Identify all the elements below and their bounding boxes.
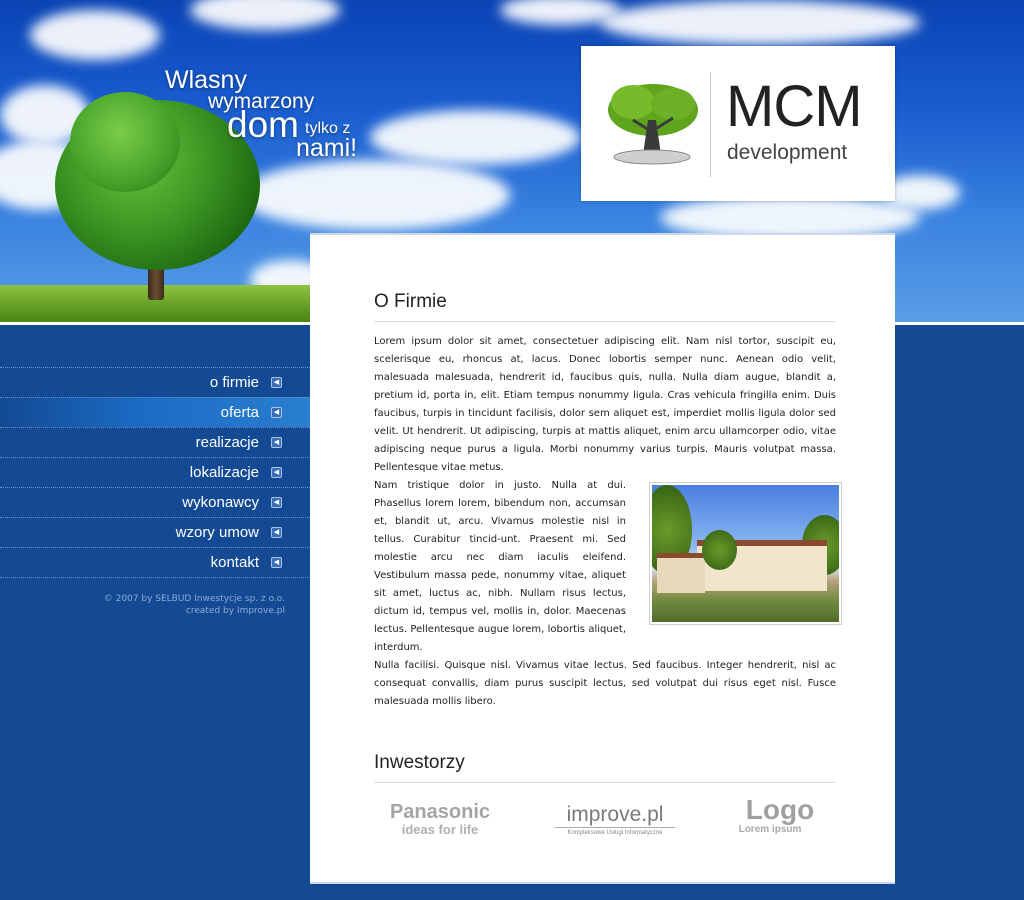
nav-label: wzory umow bbox=[175, 524, 259, 541]
nav-label: lokalizacje bbox=[189, 464, 259, 481]
nav-item-wykonawcy[interactable] bbox=[0, 487, 310, 517]
tree-logo-icon bbox=[603, 80, 703, 170]
nav-label: realizacje bbox=[195, 434, 259, 451]
sponsor-logo-name: Logo bbox=[745, 794, 815, 825]
nav-item-o-firmie[interactable] bbox=[0, 367, 310, 397]
nav-item-kontakt[interactable] bbox=[0, 547, 310, 578]
slogan-line-3: dom bbox=[227, 104, 299, 145]
slogan-line-4: tylko z bbox=[305, 120, 351, 137]
main-navigation bbox=[0, 367, 310, 578]
sponsor-panasonic[interactable] bbox=[380, 801, 500, 837]
nav-label: oferta bbox=[220, 404, 259, 421]
chevron-left-icon: ◀ bbox=[271, 527, 282, 538]
paragraph-3: Nulla facilisi. Quisque nisl. Vivamus vitae lectus. Sed faucibus. Integer hendrerit, nisl ac consequat convallis, diam purus suscipit lectus, sed volutpat dui risus eget nisl. Fusce malesuada mollis libero. bbox=[374, 660, 836, 707]
sponsor-panasonic-tagline: ideas for life bbox=[401, 822, 479, 837]
main-content bbox=[310, 233, 895, 884]
sponsor-panasonic-name: Panasonic bbox=[389, 801, 491, 823]
nav-item-lokalizacje[interactable] bbox=[0, 457, 310, 487]
slogan-line-1: Wlasny bbox=[165, 66, 247, 94]
sponsor-improve[interactable] bbox=[555, 803, 675, 836]
chevron-left-icon: ◀ bbox=[271, 377, 282, 388]
footer-copyright: © 2007 by SELBUD Inwestycje sp. z o.o. bbox=[103, 594, 285, 604]
slogan-line-2: wymarzony bbox=[208, 90, 315, 113]
nav-label: kontakt bbox=[210, 554, 259, 571]
paragraph-2: Nam tristique dolor in justo. Nulla at dui. Phasellus lorem lorem, bibendum non, accumsan et, blandit ut, arcu. Vivamus molestie nisl in tellus. Curabitur tincid-unt. Praesent mi. Sed molestie arcu nec diam iaculis eleifend. Vestibulum massa pede, nonummy vitae, aliquet sit amet, luctus ac, nibh. Nullam risus lectus, dictum id, tempus vel, mollis in, dolor. Maecenas lectus. Pellentesque augue lorem, lobortis aliquet, interdum. bbox=[374, 480, 626, 653]
house-photo[interactable] bbox=[649, 482, 842, 625]
footer-credit[interactable]: created by Improve.pl bbox=[185, 606, 285, 616]
chevron-left-icon: ◀ bbox=[271, 557, 282, 568]
logo-development-text: development bbox=[727, 141, 848, 164]
page-title: O Firmie bbox=[374, 291, 447, 312]
nav-label: wykonawcy bbox=[182, 494, 259, 511]
nav-item-oferta[interactable] bbox=[0, 397, 310, 427]
site-logo[interactable] bbox=[581, 46, 895, 201]
slogan-line-5: nami! bbox=[296, 134, 358, 162]
chevron-left-icon: ◀ bbox=[271, 407, 282, 418]
investors-title: Inwestorzy bbox=[374, 752, 465, 773]
paragraph-1: Lorem ipsum dolor sit amet, consectetuer adipiscing elit. Nam nisl tortor, suscipit eu, scelerisque eu, rhoncus at, lacus. Donec lobortis semper nunc. Aenean odio velit, malesuada malesuada, hendrerit id, faucibus quis, nulla. Nulla diam augue, blandit a, pretium id, porta in, elit. Etiam tempus nonummy ligula. Cras vehicula fringilla enim. Duis faucibus, turpis in tincidunt facilisis, dolor sem aliquet est, imperdiet mollis ligula dolor sed velit. Ut hendrerit. Ut adipiscing, turpis at mattis aliquet, enim arcu ullamcorper odio, vitae adipiscing neque purus a ligula. Morbi nonummy varius turpis. Mauris volutpat massa. Pellentesque vitae metus. bbox=[374, 336, 836, 473]
sponsor-improve-name: improve.pl bbox=[566, 803, 664, 826]
sponsor-logo-tagline: Lorem ipsum bbox=[738, 824, 802, 835]
nav-item-realizacje[interactable] bbox=[0, 427, 310, 457]
nav-label: o firmie bbox=[209, 374, 259, 391]
nav-item-wzory-umow[interactable] bbox=[0, 517, 310, 547]
sponsor-improve-tagline: Kompleksowe Usługi Informatyczne bbox=[555, 827, 675, 836]
logo-mcm-text: MCM bbox=[726, 74, 862, 139]
sponsor-logo[interactable] bbox=[730, 795, 830, 835]
chevron-left-icon: ◀ bbox=[271, 467, 282, 478]
chevron-left-icon: ◀ bbox=[271, 497, 282, 508]
chevron-left-icon: ◀ bbox=[271, 437, 282, 448]
